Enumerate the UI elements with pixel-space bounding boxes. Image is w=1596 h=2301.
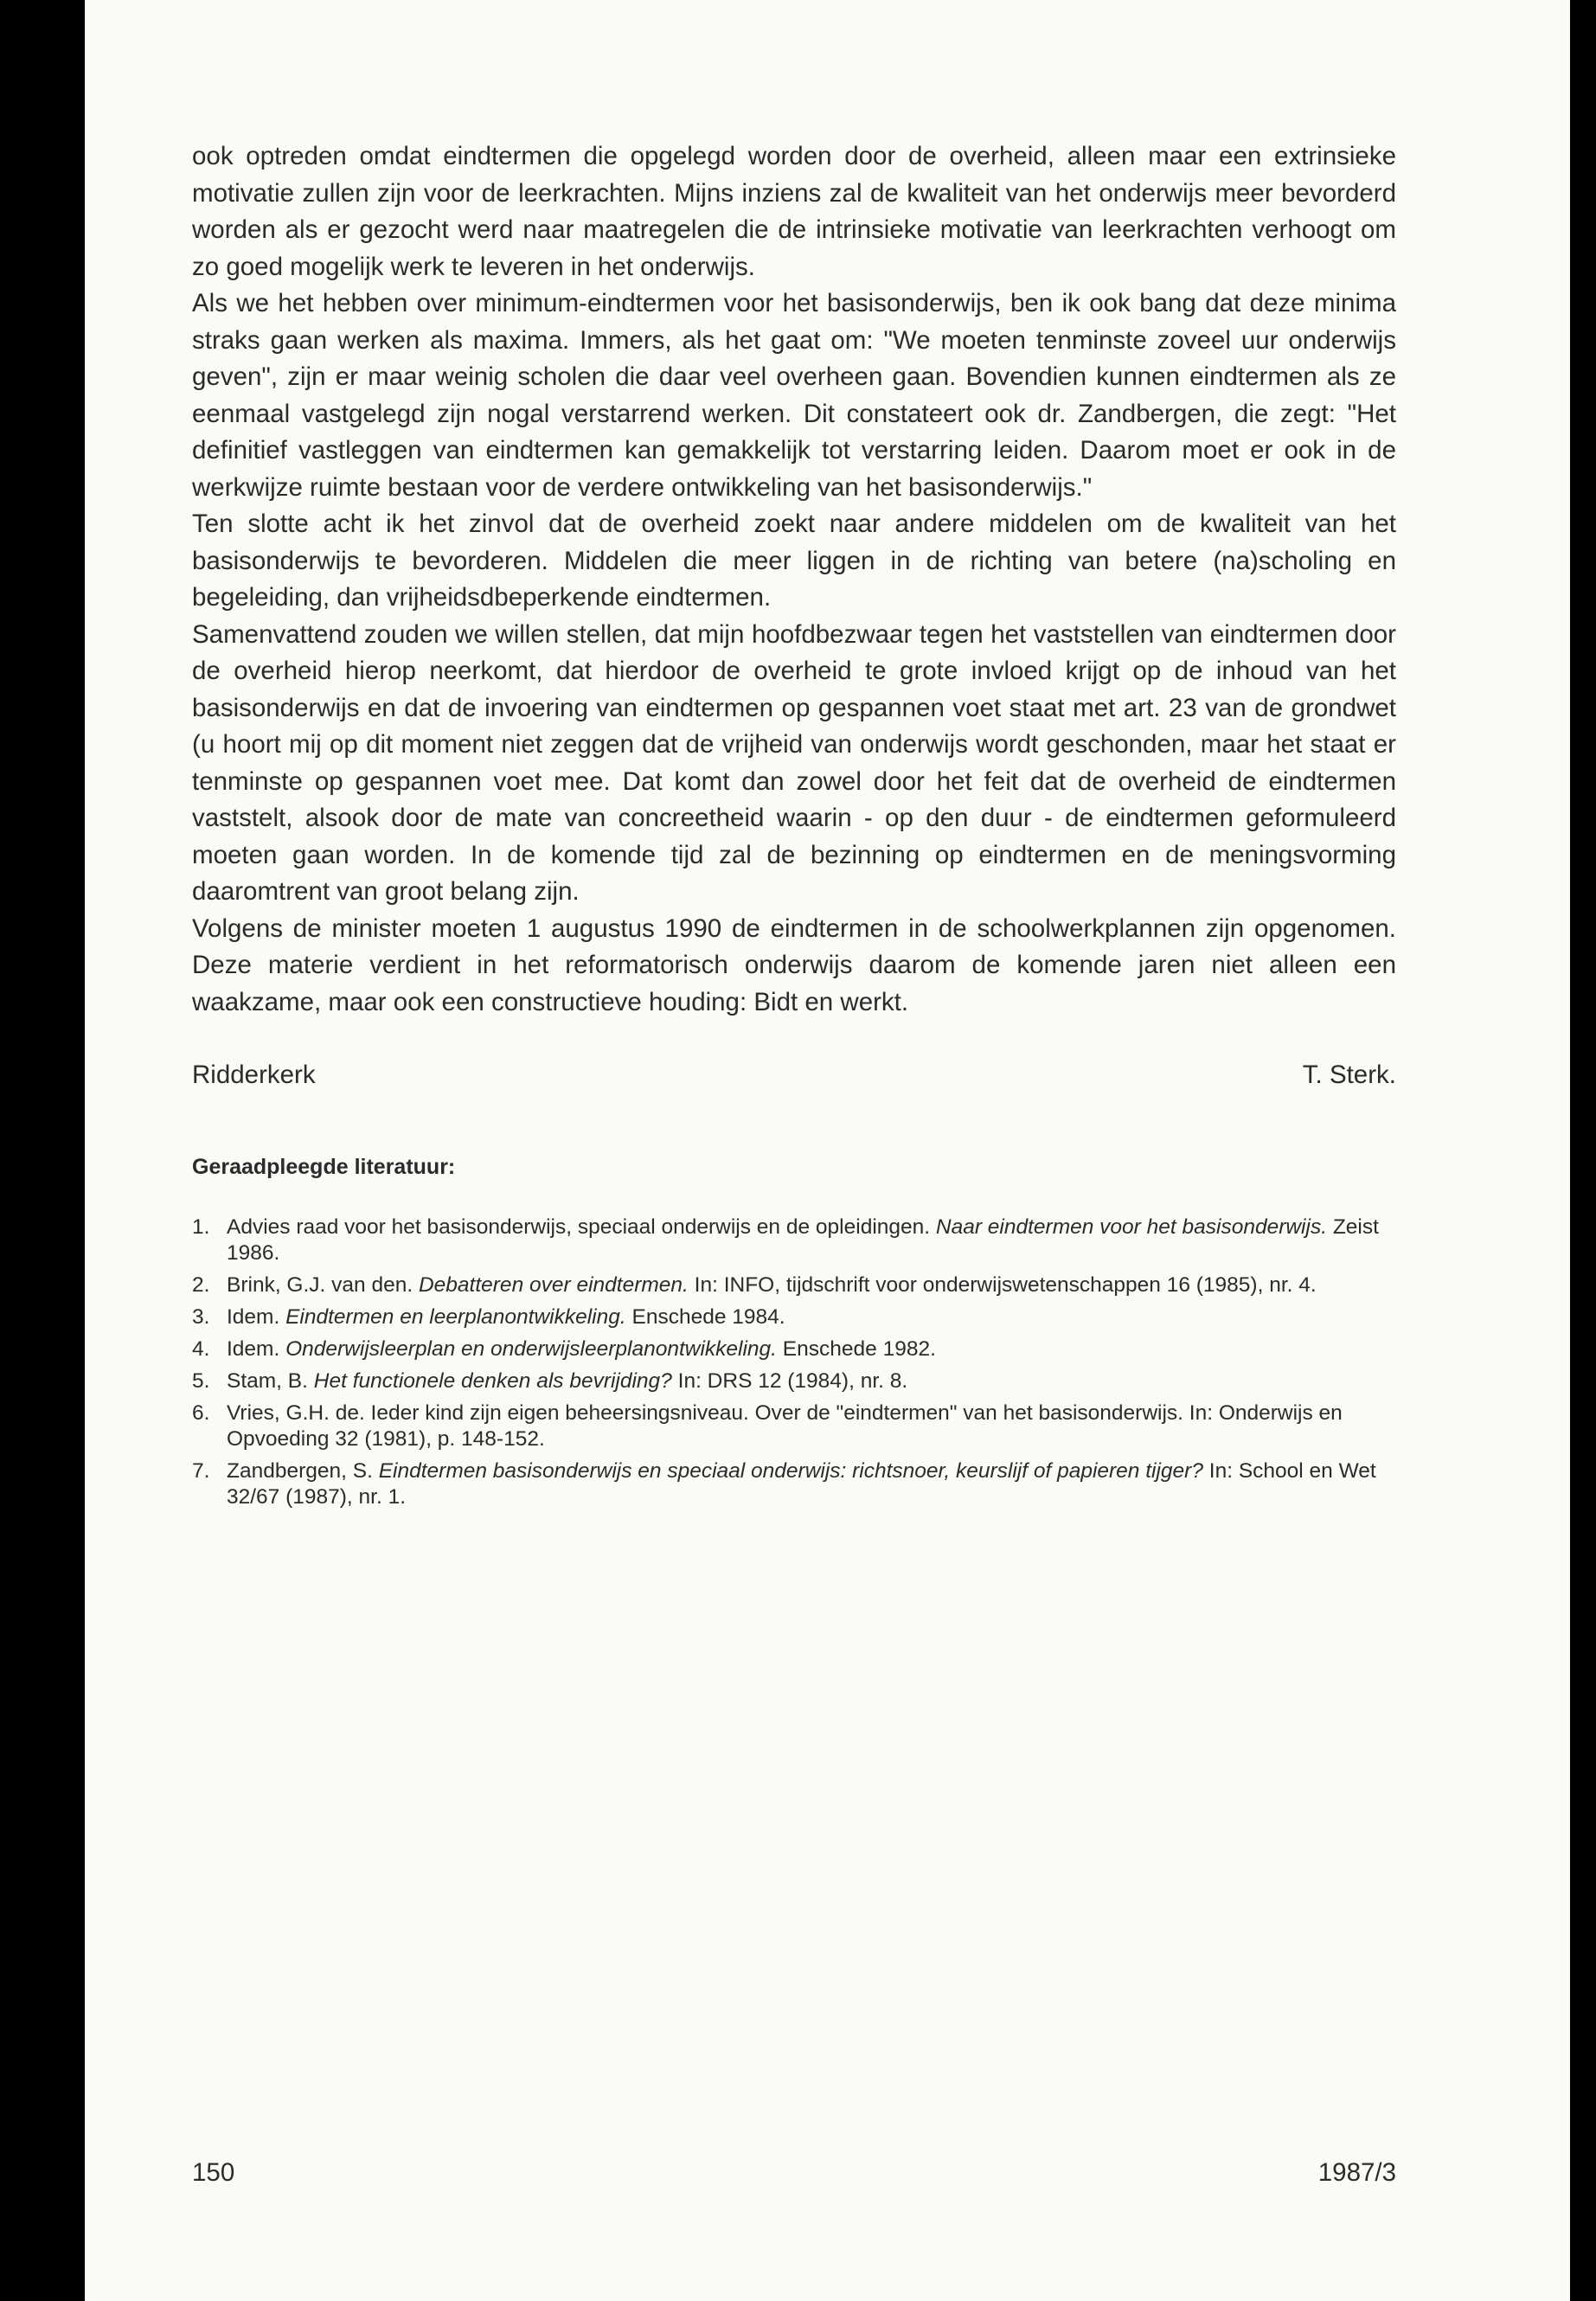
- literature-item: [192, 1336, 1396, 1362]
- literature-item-number: 2.: [192, 1272, 210, 1297]
- literature-item-number: 4.: [192, 1336, 210, 1361]
- signature-place: Ridderkerk: [192, 1061, 316, 1089]
- literature-item-text: Zandbergen, S. Eindtermen basisonderwijs en speciaal onderwijs: richtsnoer, keurslijf of papieren tijger? In: School en Wet 32/67 (1987), nr. 1.: [227, 1458, 1376, 1509]
- literature-item-text: Idem. Onderwijsleerplan en onderwijsleerplanontwikkeling. Enschede 1982.: [227, 1336, 936, 1361]
- literature-item-number: 1.: [192, 1215, 210, 1239]
- paragraph: Ten slotte acht ik het zinvol dat de overheid zoekt naar andere middelen om de kwaliteit van het basisonderwijs te bevorderen. Middelen die meer liggen in de richting van betere (na)scholing en begeleiding, dan vrijheidsdbeperkende eindtermen.: [192, 510, 1396, 612]
- literature-item: [192, 1400, 1396, 1452]
- paragraph: Samenvattend zouden we willen stellen, dat mijn hoofdbezwaar tegen het vaststellen van eindtermen door de overheid hierop neerkomt, dat hierdoor de overheid te grote invloed krijgt op de inhoud van het basisonderwijs en dat de invoering van eindtermen op gespannen voet staat met art. 23 van de grondwet (u hoort mij op dit moment niet zeggen dat de vrijheid van onderwijs wordt geschonden, maar het staat er tenminste op gespannen voet mee. Dat komt dan zowel door het feit dat de overheid de eindtermen vaststelt, alsook door de mate van concreetheid waarin - op den duur - de eindtermen geformuleerd moeten gaan worden. In de komende tijd zal de bezinning op eindtermen en de meningsvorming daaromtrent van groot belang zijn.: [192, 619, 1396, 906]
- literature-item-number: 5.: [192, 1368, 210, 1393]
- literature-item-text: Stam, B. Het functionele denken als bevrijding? In: DRS 12 (1984), nr. 8.: [227, 1368, 908, 1393]
- literature-item-number: 3.: [192, 1304, 210, 1329]
- literature-item-text: Idem. Eindtermen en leerplanontwikkeling. Enschede 1984.: [227, 1304, 785, 1329]
- literature-item: [192, 1368, 1396, 1394]
- literature-list: [192, 1215, 1396, 1510]
- issue-number: 1987/3: [1317, 2158, 1396, 2187]
- literature-item: [192, 1304, 1396, 1330]
- literature-item-text: Vries, G.H. de. Ieder kind zijn eigen beheersingsniveau. Over de "eindtermen" van het basisonderwijs. In: Onderwijs en Opvoeding 32 (1981), p. 148-152.: [227, 1400, 1343, 1451]
- body-text: [192, 138, 1396, 1021]
- page-number: 150: [192, 2158, 235, 2187]
- signature-author: T. Sterk.: [1302, 1061, 1396, 1089]
- signature-row: [192, 1057, 1396, 1094]
- literature-item-text: Brink, G.J. van den. Debatteren over eindtermen. In: INFO, tijdschrift voor onderwijswetenschappen 16 (1985), nr. 4.: [227, 1272, 1317, 1297]
- literature-heading: Geraadpleegde literatuur:: [192, 1154, 456, 1179]
- literature-item: [192, 1272, 1396, 1298]
- paragraph: Als we het hebben over minimum-eindtermen voor het basisonderwijs, ben ik ook bang dat deze minima straks gaan werken als maxima. Immers, als het gaat om: "We moeten tenminste zoveel uur onderwijs geven", zijn er maar weinig scholen die daar veel overheen gaan. Bovendien kunnen eindtermen als ze eenmaal vastgelegd zijn nogal verstarrend werken. Dit constateert ook dr. Zandbergen, die zegt: "Het definitief vastleggen van eindtermen kan gemakkelijk tot verstarring leiden. Daarom moet er ook in de werkwijze ruimte bestaan voor de verdere ontwikkeling van het basisonderwijs.": [192, 289, 1396, 502]
- paragraph: Volgens de minister moeten 1 augustus 1990 de eindtermen in de schoolwerkplannen zijn opgenomen. Deze materie verdient in het reformatorisch onderwijs daarom de komende jaren niet alleen een waakzame, maar ook een constructieve houding: Bidt en werkt.: [192, 913, 1396, 1016]
- literature-item-text: Advies raad voor het basisonderwijs, speciaal onderwijs en de opleidingen. Naar eindtermen voor het basisonderwijs. Zeist 1986.: [227, 1215, 1379, 1265]
- scan-border-left: [0, 0, 85, 2301]
- paragraph: ook optreden omdat eindtermen die opgelegd worden door de overheid, alleen maar een extrinsieke motivatie zullen zijn voor de leerkrachten. Mijns inziens zal de kwaliteit van het onderwijs meer bevorderd worden als er gezocht werd naar maatregelen die de intrinsieke motivatie van leerkrachten verhoogt om zo goed mogelijk werk te leveren in het onderwijs.: [192, 142, 1396, 281]
- literature-item: [192, 1215, 1396, 1266]
- page-content: [192, 138, 1396, 1516]
- literature-item-number: 7.: [192, 1458, 210, 1483]
- page-footer: [192, 2158, 1396, 2188]
- scan-border-right: [1570, 0, 1596, 2301]
- literature-item: [192, 1458, 1396, 1510]
- literature-item-number: 6.: [192, 1400, 210, 1425]
